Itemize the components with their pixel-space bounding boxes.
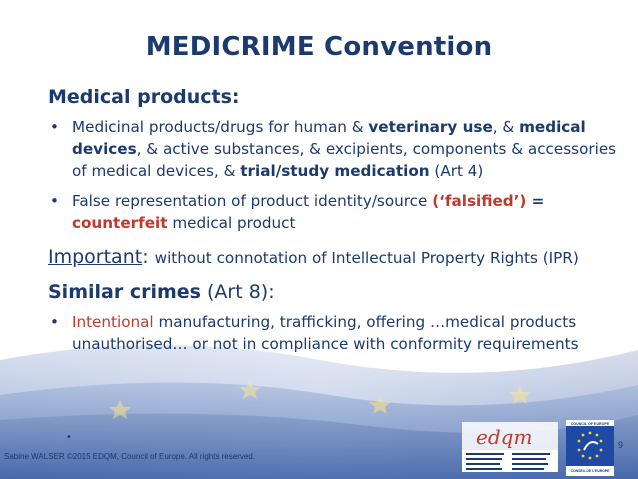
bullet-icon: • [50,192,59,210]
important-label: Important [48,246,143,268]
text: (Art 8): [200,281,275,303]
emphasis-falsified: (‘falsified’) [432,192,527,210]
text: , & active substances, & excipients, components & accessories of medical devices, & [72,140,617,180]
coe-top-label: COUNCIL OF EUROPE [570,422,610,426]
slide-content [48,84,618,363]
text: Medicinal products/drugs for human & [72,118,369,136]
medical-products-list [48,116,618,234]
important-text: without connotation of Intellectual Property Rights (IPR) [154,249,579,267]
emphasis-trial-medication: trial/study medication [240,162,430,180]
text: manufacturing, trafficking, offering …medical products unauthorised… or not in compliance with conformity requirements [72,313,579,353]
emphasis-veterinary-use: veterinary use [368,118,493,136]
text: Similar crimes [48,281,201,303]
section-heading-medical-products: Medical products: [48,86,240,108]
important-note [48,244,618,271]
emphasis-intentional: Intentional [72,313,154,331]
text: , & [492,118,520,136]
emphasis-medical-devices: medical devices [72,118,586,158]
council-of-europe-logo [566,420,614,476]
emphasis-counterfeit: counterfeit [72,214,168,232]
page-number: 9 [618,440,624,450]
edqm-logo [462,422,558,472]
footer-dot: • [66,432,72,443]
text: = [526,192,545,210]
text: : [142,246,155,268]
bullet-medicinal-products [48,116,618,182]
bullet-false-representation [48,190,618,234]
section-heading-similar-crimes [48,279,618,305]
similar-crimes-list [48,311,618,355]
text: (Art 4) [429,162,484,180]
coe-bottom-label: CONSEIL DE L'EUROPE [570,469,610,473]
text: medical product [167,214,296,232]
bullet-intentional [48,311,618,355]
bullet-icon: • [50,118,59,136]
text: False representation of product identity/source [72,192,433,210]
slide-title: MEDICRIME Convention [145,32,493,62]
footer-credit: Sabine WALSER ©2015 EDQM, Council of Europe. All rights reserved. [4,452,256,461]
edqm-wordmark: edqm [476,425,533,449]
bullet-icon: • [50,313,59,331]
